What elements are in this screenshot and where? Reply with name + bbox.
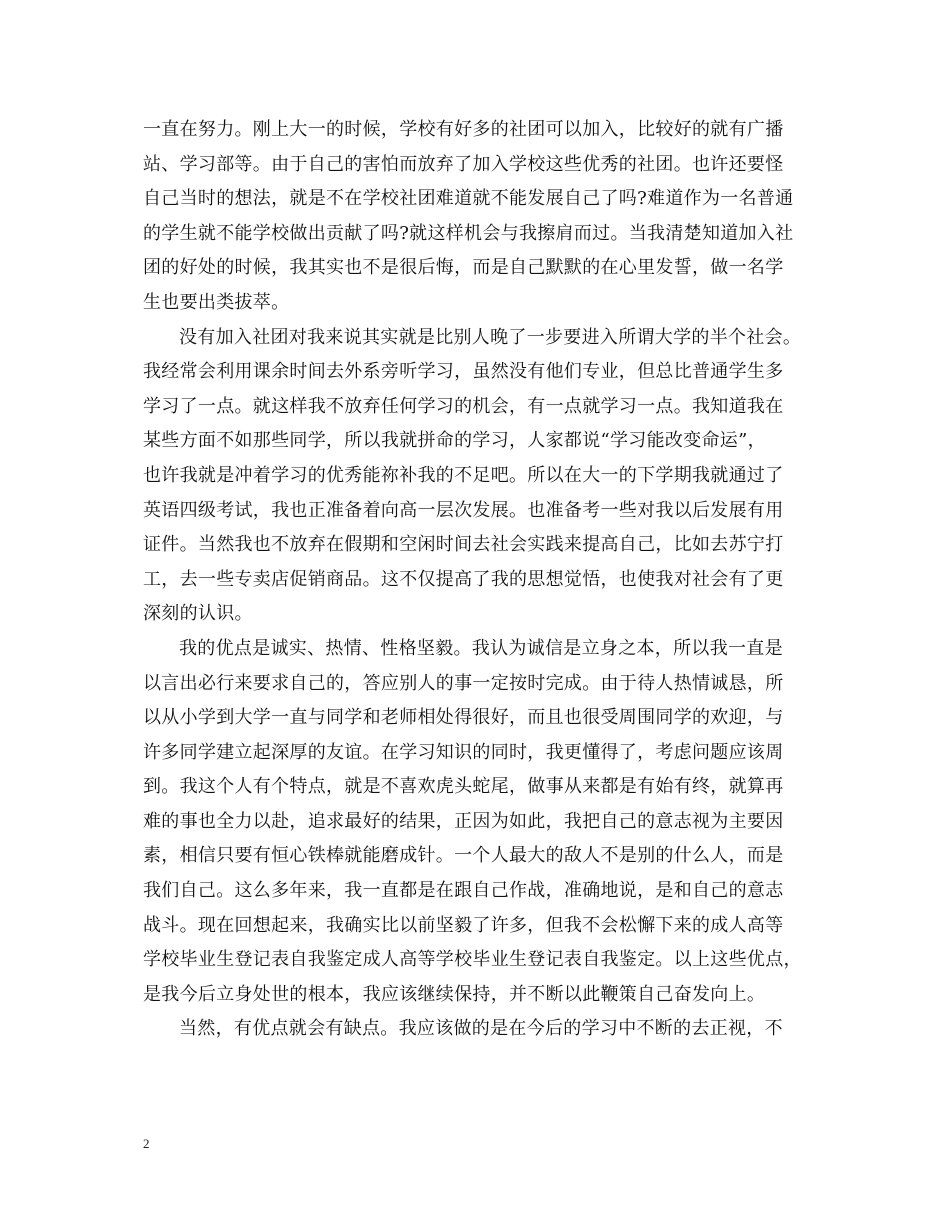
text-line: 学校毕业生登记表自我鉴定成人高等学校毕业生登记表自我鉴定。以上这些优点， [143,949,802,971]
text-line: 我经常会利用课余时间去外系旁听学习，虽然没有他们专业，但总比普通学生多 [143,361,784,383]
text-line: 到。我这个人有个特点，就是不喜欢虎头蛇尾，做事从来都是有始有终，就算再 [143,776,784,798]
text-line: 生也要出类拔萃。 [143,291,290,313]
page-number: 2 [143,1136,150,1151]
text-line: 一直在努力。刚上大一的时候，学校有好多的社团可以加入，比较好的就有广播 [143,119,784,140]
text-line: 英语四级考试，我也正准备着向高一层次发展。也准备考一些对我以后发展有用 [143,499,784,521]
text-line: 某些方面不如那些同学，所以我就拼命的学习，人家都说“学习能改变命运”， [143,430,766,452]
text-line: 的学生就不能学校做出贡献了吗?就这样机会与我擦肩而过。当我清楚知道加入社 [143,222,794,244]
text-line: 当然，有优点就会有缺点。我应该做的是在今后的学习中不断的去正视，不 [179,1018,783,1040]
text-line: 也许我就是冲着学习的优秀能祢补我的不足吧。所以在大一的下学期我就通过了 [143,464,784,486]
text-line: 以从小学到大学一直与同学和老师相处得很好，而且也很受周围同学的欢迎，与 [143,707,784,729]
text-line: 团的好处的时候，我其实也不是很后悔，而是自己默默的在心里发誓，做一名学 [143,257,784,279]
text-line: 站、学习部等。由于自己的害怕而放弃了加入学校这些优秀的社团。也许还要怪 [143,153,784,175]
text-line: 难的事也全力以赴，追求最好的结果，正因为如此，我把自己的意志视为主要因 [143,810,784,832]
text-line: 素，相信只要有恒心铁棒就能磨成针。一个人最大的敌人不是别的什么人，而是 [143,845,784,867]
text-line: 学习了一点。就这样我不放弃任何学习的机会，有一点就学习一点。我知道我在 [143,395,784,417]
text-line: 自己当时的想法，就是不在学校社团难道就不能发展自己了吗?难道作为一名普通 [143,188,794,210]
text-line: 我们自己。这么多年来，我一直都是在跟自己作战，准确地说，是和自己的意志 [143,880,784,902]
text-line: 工，去一些专卖店促销商品。这不仅提高了我的思想觉悟，也使我对社会有了更 [143,568,784,590]
text-line: 是我今后立身处世的根本，我应该继续保持，并不断以此鞭策自己奋发向上。 [143,983,766,1005]
text-line: 没有加入社团对我来说其实就是比别人晚了一步要进入所谓大学的半个社会。 [179,326,802,348]
text-line: 以言出必行来要求自己的，答应别人的事一定按时完成。由于待人热情诚恳，所 [143,672,784,694]
text-line: 证件。当然我也不放弃在假期和空闲时间去社会实践来提高自己，比如去苏宁打 [143,534,784,556]
text-line: 战斗。现在回想起来，我确实比以前坚毅了许多，但我不会松懈下来的成人高等 [143,914,784,936]
text-line: 许多同学建立起深厚的友谊。在学习知识的同时，我更懂得了，考虑问题应该周 [143,741,784,763]
text-line: 我的优点是诚实、热情、性格坚毅。我认为诚信是立身之本，所以我一直是 [179,637,783,659]
body-text [143,113,818,1047]
text-line: 深刻的认识。 [143,603,253,625]
